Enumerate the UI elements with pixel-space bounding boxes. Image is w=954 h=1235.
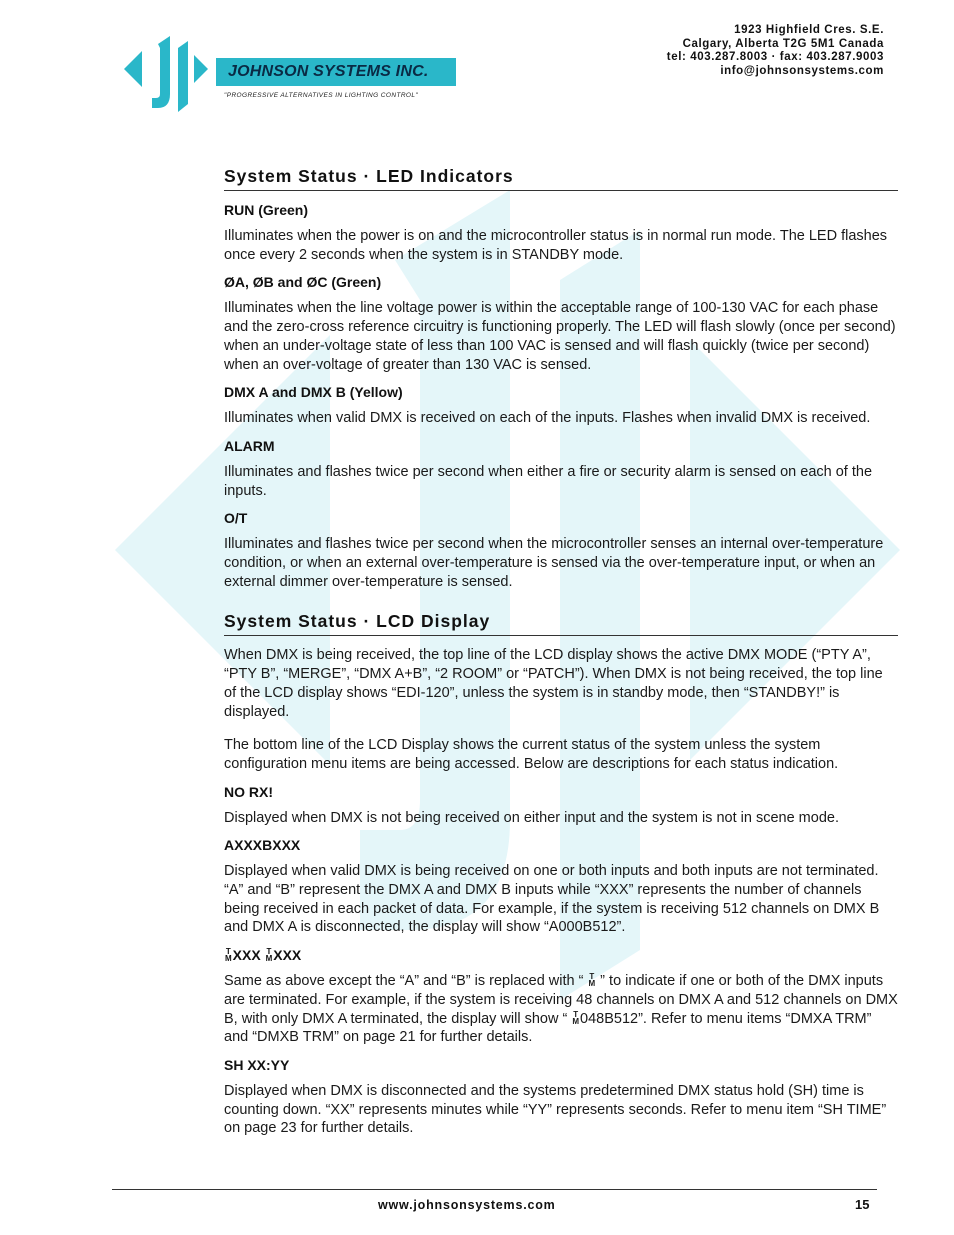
item-heading: ØA, ØB and ØC (Green): [224, 274, 382, 291]
item-heading: ALARM: [224, 437, 275, 454]
terminated-symbol: T M: [265, 947, 273, 964]
lcd-intro: When DMX is being received, the top line of the LCD display shows the active DMX MODE (“PTY A”, “PTY B”, “MERGE”, “DMX A+B”, “2 ROOM” or “PATCH”). When DMX is not being received, the top line of the LCD display shows “EDI-120”, unless the system is in standby mode, then “STANDBY!” is displayed.: [224, 647, 883, 720]
terminated-symbol: T M: [225, 947, 232, 964]
item-text-tm: Same as above except the “A” and “B” is replaced with “ T M ” to indicate if one or both of the DMX inputs are terminated. For example, if the system is receiving 48 channels on DMX A and 512 channels on DMX B, with only DMX A terminated, the display will show “ T M048B512”. Refer to menu items “DMXA TRM” and “DMXB TRM” on page 21 for further details.: [224, 972, 898, 1046]
section-title-lcd: System Status · LCD Display: [224, 611, 898, 636]
item-text: Illuminates and flashes twice per second when either a fire or security alarm is sensed on each of the inputs.: [224, 463, 873, 499]
item-text: Illuminates and flashes twice per second when the microcontroller senses an internal over-temperature condition, or when an external over-temperature is sensed via the over-temperature input, or when an external dimmer over-temperature is sensed.: [224, 536, 884, 590]
address-line: Calgary, Alberta T2G 5M1 Canada: [682, 37, 884, 50]
lcd-intro: The bottom line of the LCD Display shows the current status of the system unless the system configuration menu items are being accessed. Below are descriptions for each status indication.: [224, 737, 839, 772]
email-line: info@johnsonsystems.com: [720, 64, 884, 77]
terminated-symbol: T M: [588, 972, 596, 989]
item-text: Displayed when DMX is disconnected and the systems predetermined DMX status hold (SH) time is counting down. “XX” represents minutes while “YY” represents seconds. Refer to menu item “SH TIME” on page 23 for further details.: [224, 1082, 887, 1137]
page-content: [224, 166, 898, 1138]
item-heading: AXXXBXXX: [224, 837, 301, 854]
item-heading: RUN (Green): [224, 202, 309, 218]
company-address: [667, 24, 884, 78]
item-text: Displayed when DMX is not being received on either input and the system is not in scene mode.: [224, 809, 839, 826]
phone-fax-line: tel: 403.287.8003 · fax: 403.287.9003: [666, 51, 884, 64]
item-heading-tm: T MXXX T MXXX: [225, 947, 302, 964]
tagline: "PROGRESSIVE ALTERNATIVES IN LIGHTING CONTROL": [224, 92, 419, 99]
item-heading: DMX A and DMX B (Yellow): [224, 384, 403, 401]
footer-url[interactable]: www.johnsonsystems.com: [378, 1198, 556, 1212]
footer-rule: [112, 1189, 877, 1190]
page-number: 15: [855, 1197, 870, 1212]
item-heading: O/T: [224, 510, 248, 527]
item-text: Illuminates when the line voltage power is within the acceptable range of 100-130 VAC for each phase and the zero-cross reference circuitry is functioning properly. The LED will flash slowly (once per second) when an under-voltage state of less than 100 VAC is sensed and will flash quickly (twice per second) when an over-voltage of greater than 130 VAC is sensed.: [224, 300, 896, 373]
item-text: Illuminates when valid DMX is received on each of the inputs. Flashes when invalid DMX is received.: [224, 410, 871, 427]
item-heading: SH XX:YY: [224, 1056, 290, 1073]
item-text: Illuminates when the power is on and the microcontroller status is in normal run mode. The LED flashes once every 2 seconds when the system is in STANDBY mode.: [224, 228, 888, 263]
section-title-led: System Status · LED Indicators: [224, 166, 898, 191]
item-text: Displayed when valid DMX is being received on one or both inputs and both inputs are not terminated. “A” and “B” represent the DMX A and DMX B inputs while “XXX” represents the number of channels being received in each packet of data. For example, if the system is receiving 512 channels on DMX B and DMX A is disconnected, the display will show “A000B512”.: [224, 863, 880, 936]
address-line: 1923 Highfield Cres. S.E.: [734, 24, 884, 36]
terminated-symbol: T M: [572, 1009, 580, 1026]
item-heading: NO RX!: [224, 783, 273, 800]
brand-name: JOHNSON SYSTEMS INC.: [228, 63, 429, 80]
